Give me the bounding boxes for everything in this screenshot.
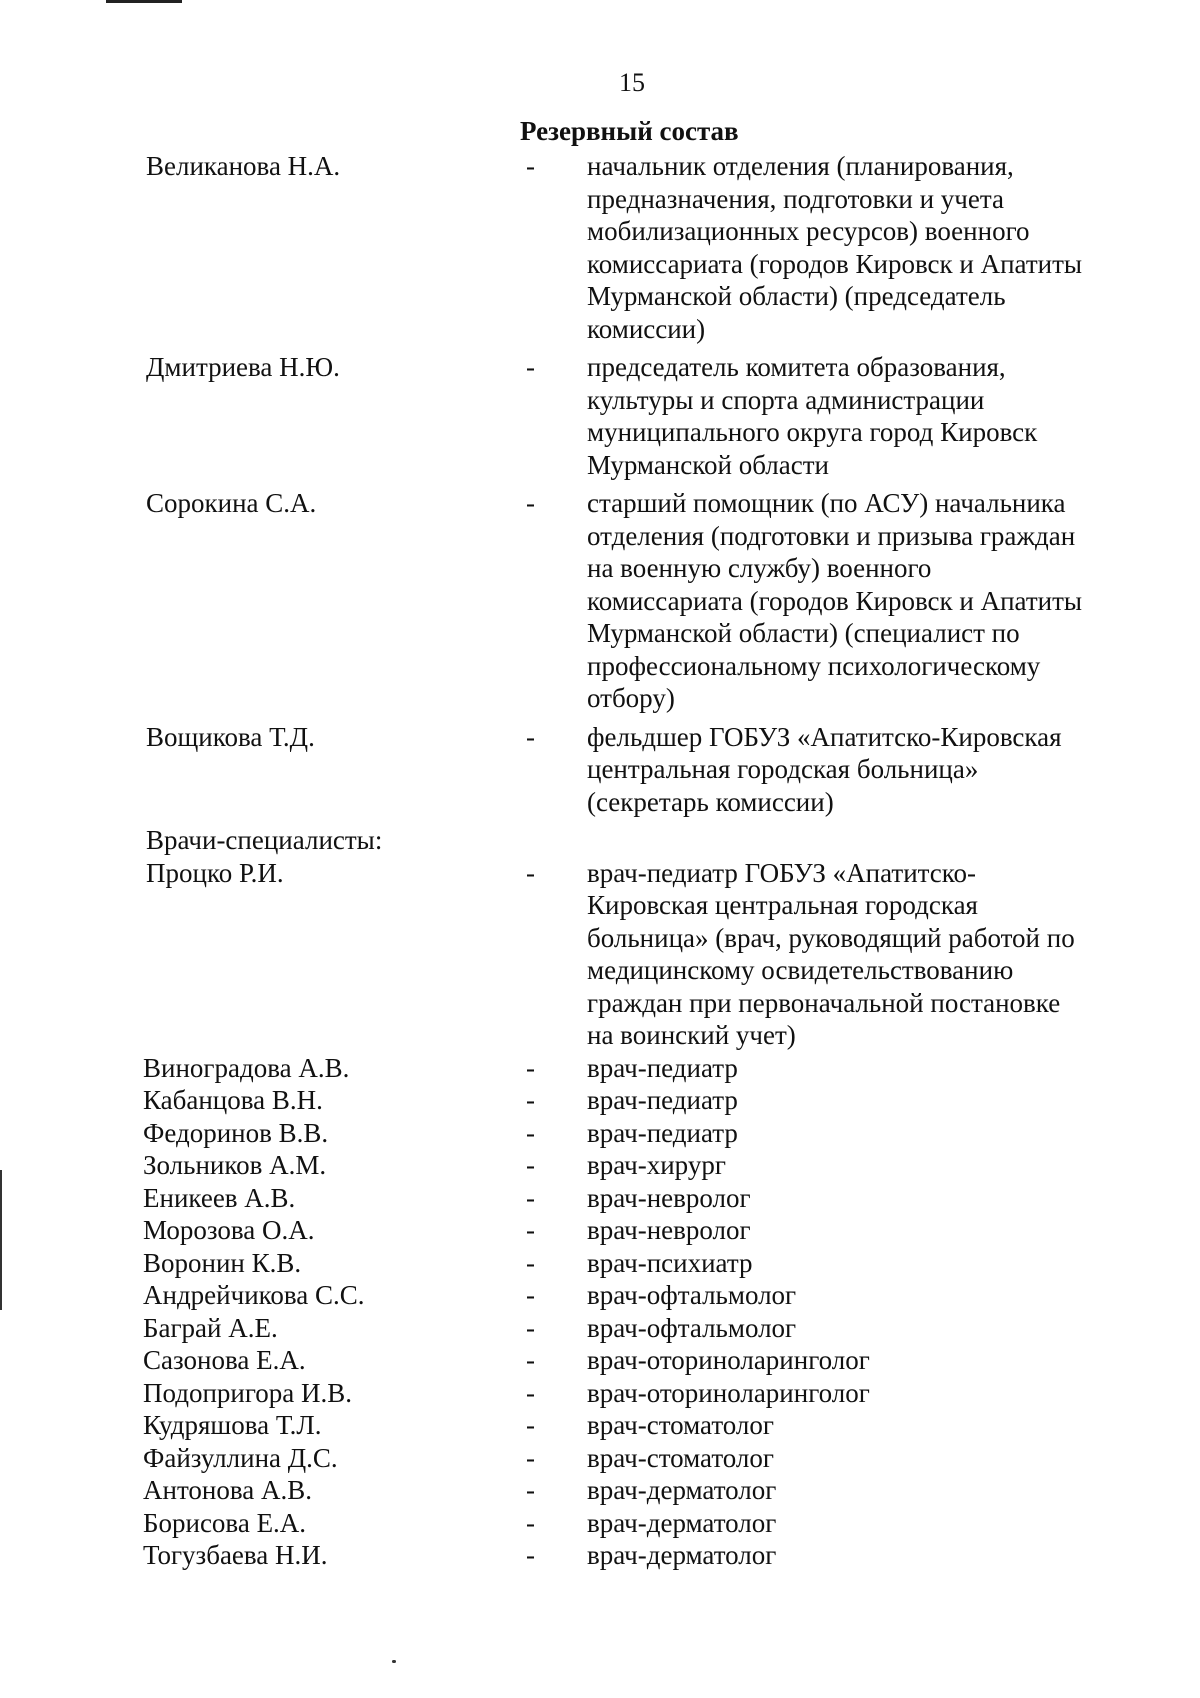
specialist-row [0,1474,1200,1507]
member-row [0,487,1200,715]
dash-separator: - [526,1247,535,1278]
specialist-role: врач-невролог [587,1215,751,1245]
specialist-name: Подопригора И.В. [143,1377,352,1408]
position-line: старший помощник (по АСУ) начальника [587,488,1066,518]
dash-separator: - [526,1442,535,1473]
member-position [587,487,1127,715]
specialist-role: врач-хирург [587,1150,726,1180]
specialist-name: Федоринов В.В. [143,1117,329,1148]
specialist-role: врач-дерматолог [587,1475,777,1505]
specialist-row [0,1084,1200,1117]
dash-separator: - [526,1150,535,1180]
position-line: Кировская центральная городская [587,890,978,920]
position-line: комиссии) [587,313,706,344]
member-position [587,351,1127,481]
specialist-name: Кудряшова Т.Л. [143,1410,322,1440]
specialist-name: Файзуллина Д.С. [143,1442,338,1473]
specialists-heading: Врачи-специалисты: [146,825,383,855]
position-line: комиссариата (городов Кировск и Апатиты [587,248,1083,279]
member-row [0,721,1200,819]
position-line: начальник отделения (планирования, [587,151,1014,181]
specialist-row [0,1149,1200,1182]
position-line: фельдшер ГОБУЗ «Апатитско-Кировская [587,721,1062,752]
member-row [0,150,1200,345]
member-name: Сорокина С.А. [146,488,317,518]
specialist-name: Тогузбаева Н.И. [143,1540,328,1570]
dash-separator: - [526,857,535,888]
member-name: Дмитриева Н.Ю. [146,352,340,382]
specialist-row [0,1214,1200,1247]
specialist-role: врач-стоматолог [587,1442,774,1473]
specialist-role: врач-оториноларинголог [587,1345,870,1375]
scan-artifact-dot [392,1660,396,1663]
position-line: на военную службу) военного [587,553,932,583]
dash-separator: - [526,488,535,518]
position-line: мобилизационных ресурсов) военного [587,216,1030,246]
member-name: Вощикова Т.Д. [146,721,315,752]
specialist-role: врач-офтальмолог [587,1280,797,1310]
specialist-row [0,1409,1200,1442]
position-line: на воинский учет) [587,1020,796,1050]
members-list [0,150,1200,1572]
dash-separator: - [526,1377,535,1408]
specialist-role: врач-офтальмолог [587,1312,797,1343]
dash-separator: - [526,1117,535,1148]
scan-artifact [106,0,182,3]
specialist-name: Антонова А.В. [143,1475,312,1505]
dash-separator: - [526,1475,535,1505]
position-line: предназначения, подготовки и учета [587,183,1004,214]
specialist-row [0,1344,1200,1377]
dash-separator: - [526,1280,535,1310]
dash-separator: - [526,1410,535,1440]
specialist-role: врач-психиатр [587,1247,753,1278]
member-name: Великанова Н.А. [146,151,341,181]
specialist-row [0,1117,1200,1150]
position-line: отбору) [587,683,675,713]
specialist-row [0,1182,1200,1215]
position-line: (секретарь комиссии) [587,786,834,817]
section-title: Резервный состав [520,116,739,146]
position-line: Мурманской области) (председатель [587,281,1006,311]
specialist-row [0,1539,1200,1572]
dash-separator: - [526,1182,535,1213]
specialist-row [0,1247,1200,1280]
position-line: медицинскому освидетельствованию [587,955,1014,985]
dash-separator: - [526,1507,535,1538]
specialist-name: Морозова О.А. [143,1215,315,1245]
dash-separator: - [526,1052,535,1083]
position-line: граждан при первоначальной постановке [587,987,1061,1018]
specialist-role: врач-педиатр [587,1085,738,1115]
specialists-heading-row [0,824,1200,857]
specialist-role: врач-дерматолог [587,1540,777,1570]
position-line: Мурманской области) (специалист по [587,618,1020,648]
specialist-name: Сазонова Е.А. [143,1345,306,1375]
specialist-role: врач-оториноларинголог [587,1377,870,1408]
dash-separator: - [526,1085,535,1115]
dash-separator: - [526,151,535,181]
specialist-name: Баграй А.Е. [143,1312,278,1343]
dash-separator: - [526,721,535,752]
specialist-role: врач-педиатр [587,1052,738,1083]
specialist-name: Виноградова А.В. [143,1052,350,1083]
page-number: 15 [619,68,645,97]
specialist-row [0,1507,1200,1540]
member-row [0,857,1200,1052]
member-position [587,857,1127,1052]
specialist-name: Борисова Е.А. [143,1507,307,1538]
specialist-name: Андрейчикова С.С. [143,1280,365,1310]
position-line: комиссариата (городов Кировск и Апатиты [587,585,1083,616]
specialist-role: врач-педиатр [587,1117,738,1148]
specialist-name: Зольников А.М. [143,1150,327,1180]
dash-separator: - [526,1540,535,1570]
specialist-row [0,1052,1200,1085]
position-line: профессиональному психологическому [587,650,1041,681]
specialist-role: врач-стоматолог [587,1410,774,1440]
specialist-row [0,1312,1200,1345]
specialist-row [0,1377,1200,1410]
specialist-role: врач-дерматолог [587,1507,777,1538]
member-position [587,150,1127,345]
dash-separator: - [526,1215,535,1245]
specialist-row [0,1442,1200,1475]
margin-mark [0,1170,5,1310]
dash-separator: - [526,352,535,382]
position-line: культуры и спорта администрации [587,384,985,415]
specialist-name: Еникеев А.В. [143,1182,296,1213]
position-line: отделения (подготовки и призыва граждан [587,520,1076,551]
position-line: больница» (врач, руководящий работой по [587,922,1075,953]
specialist-name: Кабанцова В.Н. [143,1085,323,1115]
member-position [587,721,1127,819]
position-line: муниципального округа город Кировск [587,417,1038,447]
specialist-role: врач-невролог [587,1182,751,1213]
position-line: врач-педиатр ГОБУЗ «Апатитско- [587,857,977,888]
position-line: Мурманской области [587,449,829,480]
member-row [0,351,1200,481]
member-name: Процко Р.И. [146,857,284,888]
specialist-row [0,1279,1200,1312]
dash-separator: - [526,1312,535,1343]
position-line: центральная городская больница» [587,754,979,784]
dash-separator: - [526,1345,535,1375]
specialist-name: Воронин К.В. [143,1247,302,1278]
position-line: председатель комитета образования, [587,352,1006,382]
